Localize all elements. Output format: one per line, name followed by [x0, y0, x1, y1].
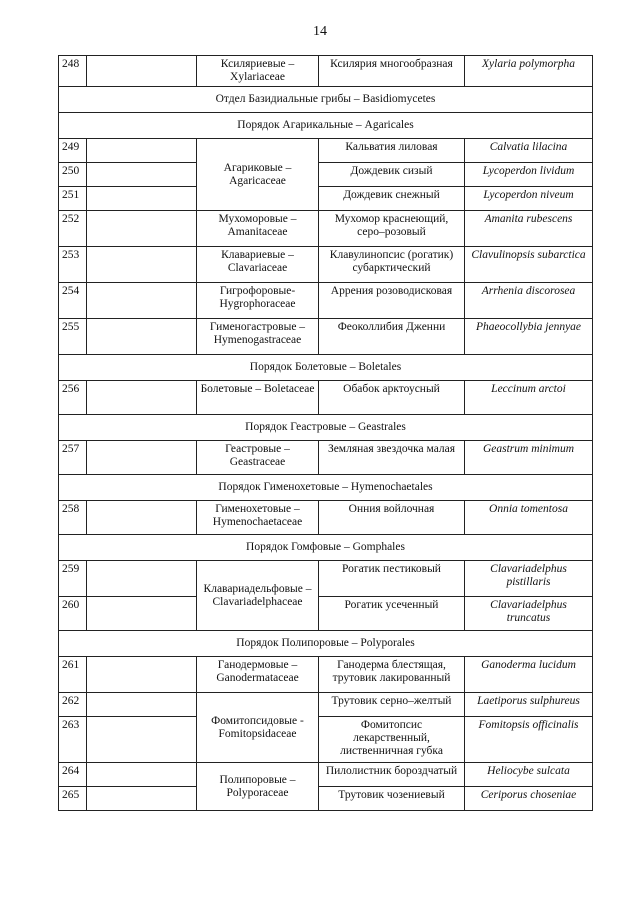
latin-name: Clavulinopsis subarctica [465, 247, 593, 283]
row-number: 255 [59, 319, 87, 355]
russian-name: Ганодерма блестящая, трутовик лакированный [319, 657, 465, 693]
table-row [59, 561, 593, 597]
blank-cell [87, 163, 197, 187]
latin-name: Ganoderma lucidum [465, 657, 593, 693]
section-title: Порядок Болетовые – Boletales [59, 355, 593, 381]
latin-name: Onnia tomentosa [465, 501, 593, 535]
row-number: 264 [59, 763, 87, 787]
family-name: Гименохетовые – Hymenochaetaceae [197, 501, 319, 535]
russian-name: Пилолистник бороздчатый [319, 763, 465, 787]
russian-name: Мухомор краснеющий, серо–розовый [319, 211, 465, 247]
table-row [59, 657, 593, 693]
russian-name: Аррения розоводисковая [319, 283, 465, 319]
row-number: 259 [59, 561, 87, 597]
row-number: 258 [59, 501, 87, 535]
russian-name: Дождевик сизый [319, 163, 465, 187]
section-title: Порядок Агарикальные – Agaricales [59, 113, 593, 139]
row-number: 263 [59, 717, 87, 763]
table-row [59, 187, 593, 211]
blank-cell [87, 597, 197, 631]
row-number: 250 [59, 163, 87, 187]
blank-cell [87, 381, 197, 415]
family-name: Ганодермовые – Ganodermataceae [197, 657, 319, 693]
russian-name: Трутовик чозениевый [319, 787, 465, 811]
row-number: 262 [59, 693, 87, 717]
section-header-row [59, 113, 593, 139]
latin-name: Amanita rubescens [465, 211, 593, 247]
table-row [59, 693, 593, 717]
latin-name: Ceriporus choseniae [465, 787, 593, 811]
table-row [59, 441, 593, 475]
row-number: 253 [59, 247, 87, 283]
russian-name: Ксилярия многообразная [319, 56, 465, 87]
latin-name: Heliocybe sulcata [465, 763, 593, 787]
blank-cell [87, 561, 197, 597]
family-name: Мухоморовые – Amanitaceae [197, 211, 319, 247]
blank-cell [87, 441, 197, 475]
row-number: 256 [59, 381, 87, 415]
family-name: Гименогастровые – Hymenogastraceae [197, 319, 319, 355]
blank-cell [87, 211, 197, 247]
russian-name: Онния войлочная [319, 501, 465, 535]
russian-name: Обабок арктоусный [319, 381, 465, 415]
section-header-row [59, 631, 593, 657]
family-name: Фомитопсидовые - Fomitopsidaceae [197, 693, 319, 763]
table-row [59, 56, 593, 87]
russian-name: Земляная звездочка малая [319, 441, 465, 475]
blank-cell [87, 247, 197, 283]
row-number: 261 [59, 657, 87, 693]
russian-name: Кальватия лиловая [319, 139, 465, 163]
table-row [59, 787, 593, 811]
latin-name: Lycoperdon lividum [465, 163, 593, 187]
table-row [59, 319, 593, 355]
table-row [59, 283, 593, 319]
table-row [59, 381, 593, 415]
russian-name: Рогатик пестиковый [319, 561, 465, 597]
latin-name: Xylaria polymorpha [465, 56, 593, 87]
page-number: 14 [313, 24, 327, 39]
latin-name: Arrhenia discorosea [465, 283, 593, 319]
russian-name: Клавулинопсис (рогатик) субарктический [319, 247, 465, 283]
blank-cell [87, 283, 197, 319]
latin-name: Clavariadelphus pistillaris [465, 561, 593, 597]
latin-name: Fomitopsis officinalis [465, 717, 593, 763]
row-number: 265 [59, 787, 87, 811]
species-table [58, 55, 593, 811]
blank-cell [87, 763, 197, 787]
family-name: Агариковые – Agaricaceae [197, 139, 319, 211]
russian-name: Рогатик усеченный [319, 597, 465, 631]
blank-cell [87, 693, 197, 717]
family-name: Болетовые – Boletaceae [197, 381, 319, 415]
family-name: Клавариадельфовые – Clavariadelphaceae [197, 561, 319, 631]
latin-name: Lycoperdon niveum [465, 187, 593, 211]
table-row [59, 597, 593, 631]
section-title: Отдел Базидиальные грибы – Basidiomycetes [59, 87, 593, 113]
row-number: 249 [59, 139, 87, 163]
row-number: 248 [59, 56, 87, 87]
row-number: 257 [59, 441, 87, 475]
russian-name: Феоколлибия Дженни [319, 319, 465, 355]
blank-cell [87, 501, 197, 535]
family-name: Ксиляриевые – Xylariaceae [197, 56, 319, 87]
section-header-row [59, 475, 593, 501]
table-row [59, 247, 593, 283]
section-title: Порядок Гомфовые – Gomphales [59, 535, 593, 561]
russian-name: Трутовик серно–желтый [319, 693, 465, 717]
blank-cell [87, 139, 197, 163]
latin-name: Clavariadelphus truncatus [465, 597, 593, 631]
latin-name: Phaeocollybia jennyae [465, 319, 593, 355]
latin-name: Calvatia lilacina [465, 139, 593, 163]
blank-cell [87, 187, 197, 211]
row-number: 251 [59, 187, 87, 211]
blank-cell [87, 56, 197, 87]
table-row [59, 163, 593, 187]
row-number: 254 [59, 283, 87, 319]
section-header-row [59, 355, 593, 381]
blank-cell [87, 717, 197, 763]
section-header-row [59, 415, 593, 441]
section-header-row [59, 87, 593, 113]
table-row [59, 763, 593, 787]
table-row [59, 717, 593, 763]
row-number: 252 [59, 211, 87, 247]
latin-name: Leccinum arctoi [465, 381, 593, 415]
section-title: Порядок Гименохетовые – Hymenochaetales [59, 475, 593, 501]
section-header-row [59, 535, 593, 561]
row-number: 260 [59, 597, 87, 631]
blank-cell [87, 787, 197, 811]
russian-name: Дождевик снежный [319, 187, 465, 211]
blank-cell [87, 657, 197, 693]
latin-name: Laetiporus sulphureus [465, 693, 593, 717]
family-name: Геастровые – Geastraceae [197, 441, 319, 475]
family-name: Клавариевые – Clavariaceae [197, 247, 319, 283]
latin-name: Geastrum minimum [465, 441, 593, 475]
table-row [59, 139, 593, 163]
blank-cell [87, 319, 197, 355]
section-title: Порядок Геастровые – Geastrales [59, 415, 593, 441]
table-row [59, 501, 593, 535]
russian-name: Фомитопсис лекарственный, лиственничная губка [319, 717, 465, 763]
family-name: Гигрофоровые- Hygrophoraceae [197, 283, 319, 319]
table-row [59, 211, 593, 247]
family-name: Полипоровые – Polyporaceae [197, 763, 319, 811]
section-title: Порядок Полипоровые – Polyporales [59, 631, 593, 657]
